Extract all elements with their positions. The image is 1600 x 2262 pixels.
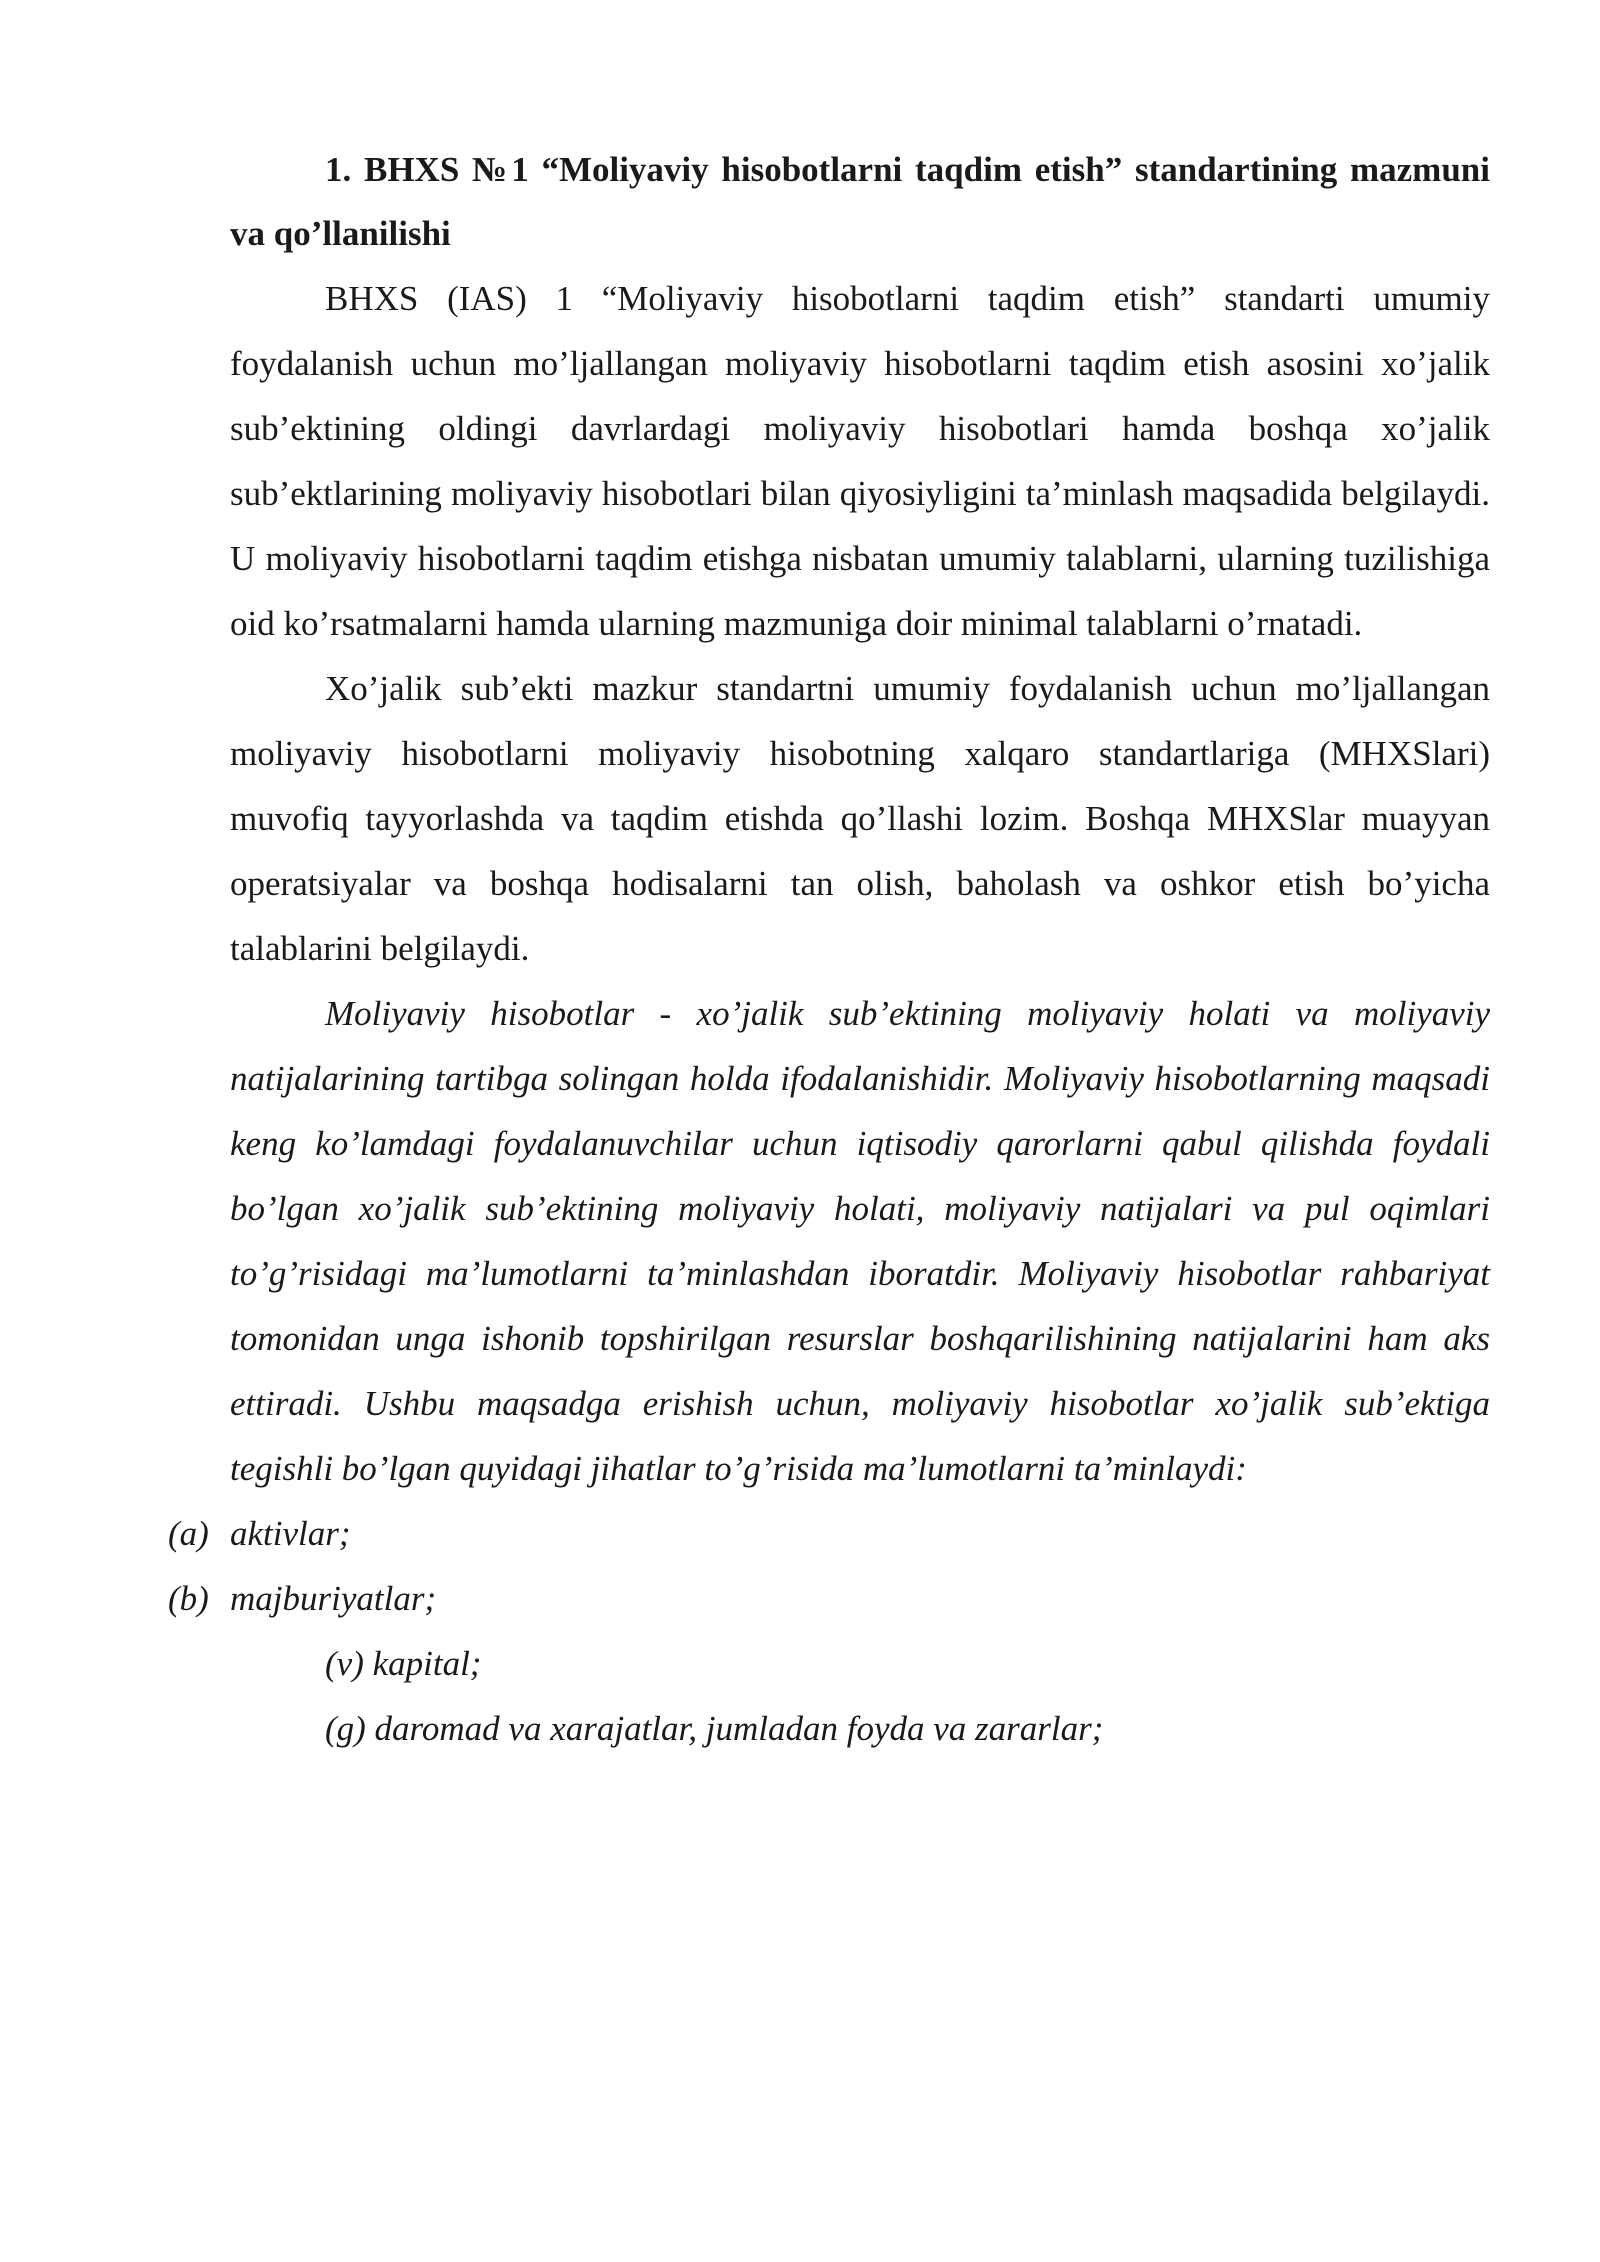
list-item-text: majburiyatlar; <box>230 1579 437 1618</box>
list-item-liabilities <box>168 1566 1490 1631</box>
list-marker: (b) <box>168 1579 209 1618</box>
paragraph-scope: Xo’jalik sub’ekti mazkur standartni umumiy foydalanish uchun mo’ljallangan moliyaviy hisobotlarni moliyaviy hisobotning xalqaro standartlariga (MHXSlari) muvofiq tayyorlashda va taqdim etishda qo’llashi lozim. Boshqa MHXSlar muayyan operatsiyalar va boshqa hodisalarni tan olish, baholash va oshkor etish bo’yicha talablarini belgilaydi. <box>230 669 1490 968</box>
list-item-income-expenses: (g) daromad va xarajatlar, jumladan foyda va zararlar; <box>325 1709 1104 1748</box>
paragraph-definition: Moliyaviy hisobotlar - xo’jalik sub’ektining moliyaviy holati va moliyaviy natijalarining tartibga solingan holda ifodalanishidir. Moliyaviy hisobotlarning maqsadi keng ko’lamdagi foydalanuvchilar uchun iqtisodiy qarorlarni qabul qilishda foydali bo’lgan xo’jalik sub’ektining moliyaviy holati, moliyaviy natijalari va pul oqimlari to’g’risidagi ma’lumotlarni ta’minlashdan iboratdir. Moliyaviy hisobotlar rahbariyat tomonidan unga ishonib topshirilgan resurslar boshqarilishining natijalarini ham aks ettiradi. Ushbu maqsadga erishish uchun, moliyaviy hisobotlar xo’jalik sub’ektiga tegishli bo’lgan quyidagi jihatlar to’g’risida ma’lumotlarni ta’minlaydi: <box>230 994 1490 1488</box>
list-item-assets <box>168 1501 1490 1566</box>
list-marker: (a) <box>168 1514 209 1553</box>
document-page <box>168 138 1490 1761</box>
paragraph-intro: BHXS (IAS) 1 “Moliyaviy hisobotlarni taqdim etish” standarti umumiy foydalanish uchun mo’ljallangan moliyaviy hisobotlarni taqdim etish asosini xo’jalik sub’ektining oldingi davrlardagi moliyaviy hisobotlari hamda boshqa xo’jalik sub’ektlarining moliyaviy hisobotlari bilan qiyosiyligini ta’minlash maqsadida belgilaydi. U moliyaviy hisobotlarni taqdim etishga nisbatan umumiy talablarni, ularning tuzilishiga oid ko’rsatmalarni hamda ularning mazmuniga doir minimal talablarni o’rnatadi. <box>230 279 1490 643</box>
section-heading: 1. BHXS №1 “Moliyaviy hisobotlarni taqdim etish” standartining mazmuni va qo’llanilishi <box>230 150 1490 253</box>
list-item-capital: (v) kapital; <box>325 1644 482 1683</box>
list-item-text: aktivlar; <box>230 1514 351 1553</box>
